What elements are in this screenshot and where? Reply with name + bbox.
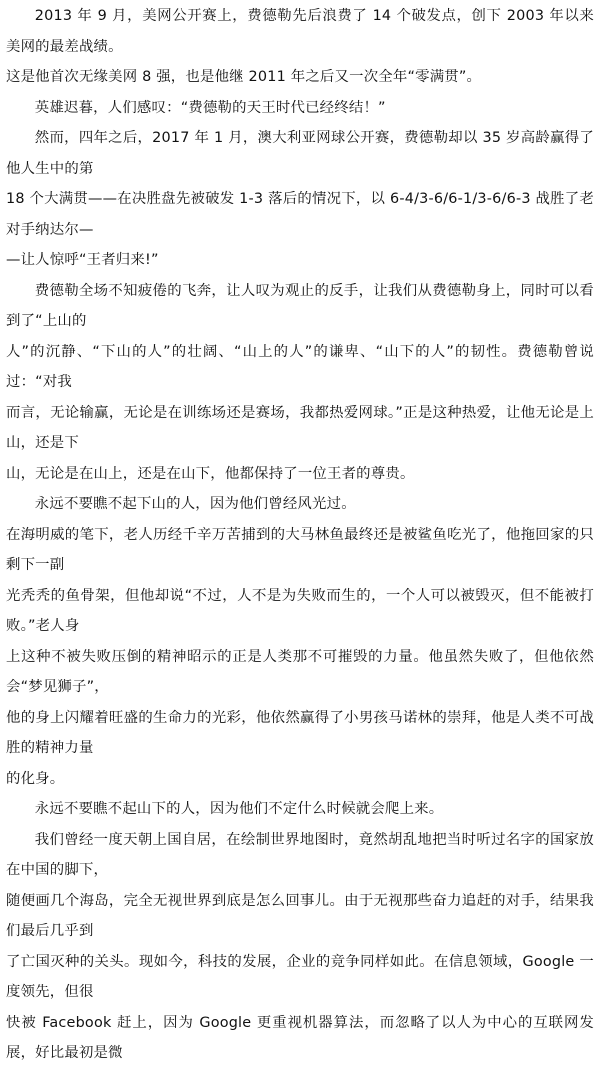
text-line: 他的身上闪耀着旺盛的生命力的光彩，他依然赢得了小男孩马诺林的崇拜，他是人类不可战胜的精神力量 [6, 709, 594, 756]
paragraph-6 [6, 520, 594, 795]
text-line: 上这种不被失败压倒的精神昭示的正是人类那不可摧毁的力量。他虽然失败了，但他依然会“梦见狮子”， [6, 648, 594, 695]
text-line: 快被 Facebook 赶上，因为 Google 更重视机器算法，而忽略了以人为中心的互联网发展，好比最初是微 [6, 1014, 594, 1061]
text-line: 2013 年 9 月，美网公开赛上，费德勒先后浪费了 14 个破发点，创下 2003 年以来美网的最差战绩。 [6, 8, 594, 55]
text-line: 在海明威的笔下，老人历经千辛万苦捕到的大马林鱼最终还是被鲨鱼吃光了，他拖回家的只剩下一副 [6, 526, 594, 573]
text-line: 了亡国灭种的关头。现如今，科技的发展，企业的竞争同样如此。在信息领域，Google 一度领先，但很 [6, 953, 594, 1000]
text-line: 而言，无论输赢，无论是在训练场还是赛场，我都热爱网球。”正是这种热爱，让他无论是上山，还是下 [6, 404, 594, 451]
text-line: 我们曾经一度天朝上国自居，在绘制世界地图时，竟然胡乱地把当时听过名字的国家放在中国的脚下， [6, 831, 594, 878]
text-line: 光秃秃的鱼骨架，但他却说“不过，人不是为失败而生的，一个人可以被毁灭，但不能被打败。”老人身 [6, 587, 594, 634]
paragraph-7 [6, 794, 594, 825]
text-line: 的化身。 [6, 770, 65, 787]
text-line: 人”的沉静、“下山的人”的壮阔、“山上的人”的谦卑、“山下的人”的韧性。费德勒曾说过：“对我 [6, 343, 594, 390]
paragraph-3 [6, 123, 594, 276]
text-line: 费德勒全场不知疲倦的飞奔，让人叹为观止的反手，让我们从费德勒身上，同时可以看到了“上山的 [6, 282, 594, 329]
text-line: 这是他首次无缘美网 8 强，也是他继 2011 年之后又一次全年“零满贯”。 [6, 69, 482, 85]
text-line: 18 个大满贯——在决胜盘先被破发 1-3 落后的情况下，以 6-4/3-6/6-1/3-6/6-3 战胜了老对手纳达尔— [6, 191, 594, 238]
text-line: —让人惊呼“王者归来!” [6, 252, 159, 268]
paragraph-2 [6, 93, 594, 124]
text-line: 山，无论是在山上，还是在山下，他都保持了一位王者的尊贵。 [6, 465, 415, 482]
paragraph-5 [6, 489, 594, 520]
text-line: 永远不要瞧不起下山的人，因为他们曾经风光过。 [34, 496, 356, 512]
paragraph-4 [6, 276, 594, 490]
paragraph-8 [6, 825, 594, 1069]
text-line: 永远不要瞧不起山下的人，因为他们不定什么时候就会爬上来。 [34, 801, 444, 817]
text-line: 英雄迟暮，人们感叹：“费德勒的天王时代已经终结！” [34, 99, 386, 116]
text-line: 然而，四年之后，2017 年 1 月，澳大利亚网球公开赛，费德勒却以 35 岁高龄赢得了他人生中的第 [6, 130, 594, 177]
paragraph-1 [6, 1, 594, 93]
text-line: 随便画几个海岛，完全无视世界到底是怎么回事儿。由于无视那些奋力追赶的对手，结果我们最后几乎到 [6, 892, 594, 939]
